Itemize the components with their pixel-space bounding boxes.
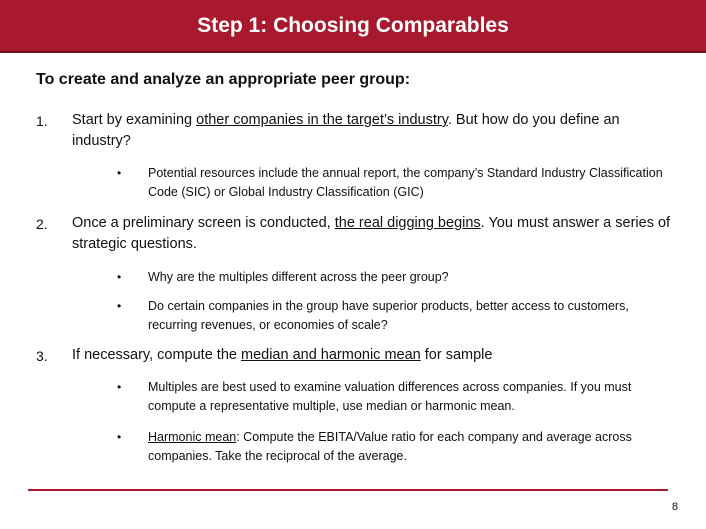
section-heading: To create and analyze an appropriate peer group:	[36, 71, 411, 88]
bullet-item	[148, 378, 668, 416]
bullet-text: Do certain companies in the group have superior products, better access to customers, recurring revenues, or economies of scale?	[148, 299, 629, 332]
item-text: If necessary, compute the	[72, 347, 241, 363]
bullet-item	[148, 297, 668, 335]
bullet-text: Why are the multiples different across the peer group?	[148, 270, 449, 284]
footer-divider	[28, 489, 668, 491]
item-number: 3.	[36, 348, 48, 364]
item-text: . You must answer a series of strategic questions.	[72, 215, 671, 252]
bullet-item	[148, 428, 668, 466]
item-underlined-text: other companies in the target’s industry	[196, 112, 448, 128]
bullet-item	[148, 268, 668, 287]
list-item	[72, 110, 672, 152]
bullet-text: : Compute the EBITA/Value ratio for each company and average across companies. Take the reciprocal of the average.	[148, 430, 632, 463]
bullet-icon: •	[117, 380, 122, 394]
item-text: Start by examining	[72, 112, 197, 128]
bullet-icon: •	[117, 166, 122, 180]
list-item	[72, 345, 672, 366]
item-text: for sample	[420, 347, 493, 363]
title-bar	[0, 0, 706, 51]
item-number: 2.	[36, 216, 48, 232]
bullet-text: Multiples are best used to examine valuation differences across companies. If you must compute a representative multiple, use median or harmonic mean.	[148, 380, 632, 413]
list-item	[72, 213, 672, 255]
page-title: Step 1: Choosing Comparables	[197, 13, 509, 37]
item-number: 1.	[36, 113, 48, 129]
bullet-icon: •	[117, 270, 122, 284]
bullet-icon: •	[117, 299, 122, 313]
page-number: 8	[671, 501, 678, 513]
item-underlined-text: the real digging begins	[334, 215, 481, 231]
item-underlined-text: median and harmonic mean	[240, 347, 421, 363]
item-text: Once a preliminary screen is conducted,	[72, 215, 335, 231]
item-text: . But how do you define an industry?	[72, 112, 620, 149]
bullet-underlined-text: Harmonic mean	[148, 430, 237, 444]
bullet-item	[148, 164, 668, 202]
bullet-text: Potential resources include the annual report, the company’s Standard Industry Classification Code (SIC) or Global Industry Classification (GIC)	[148, 166, 663, 199]
bullet-icon: •	[117, 430, 122, 444]
